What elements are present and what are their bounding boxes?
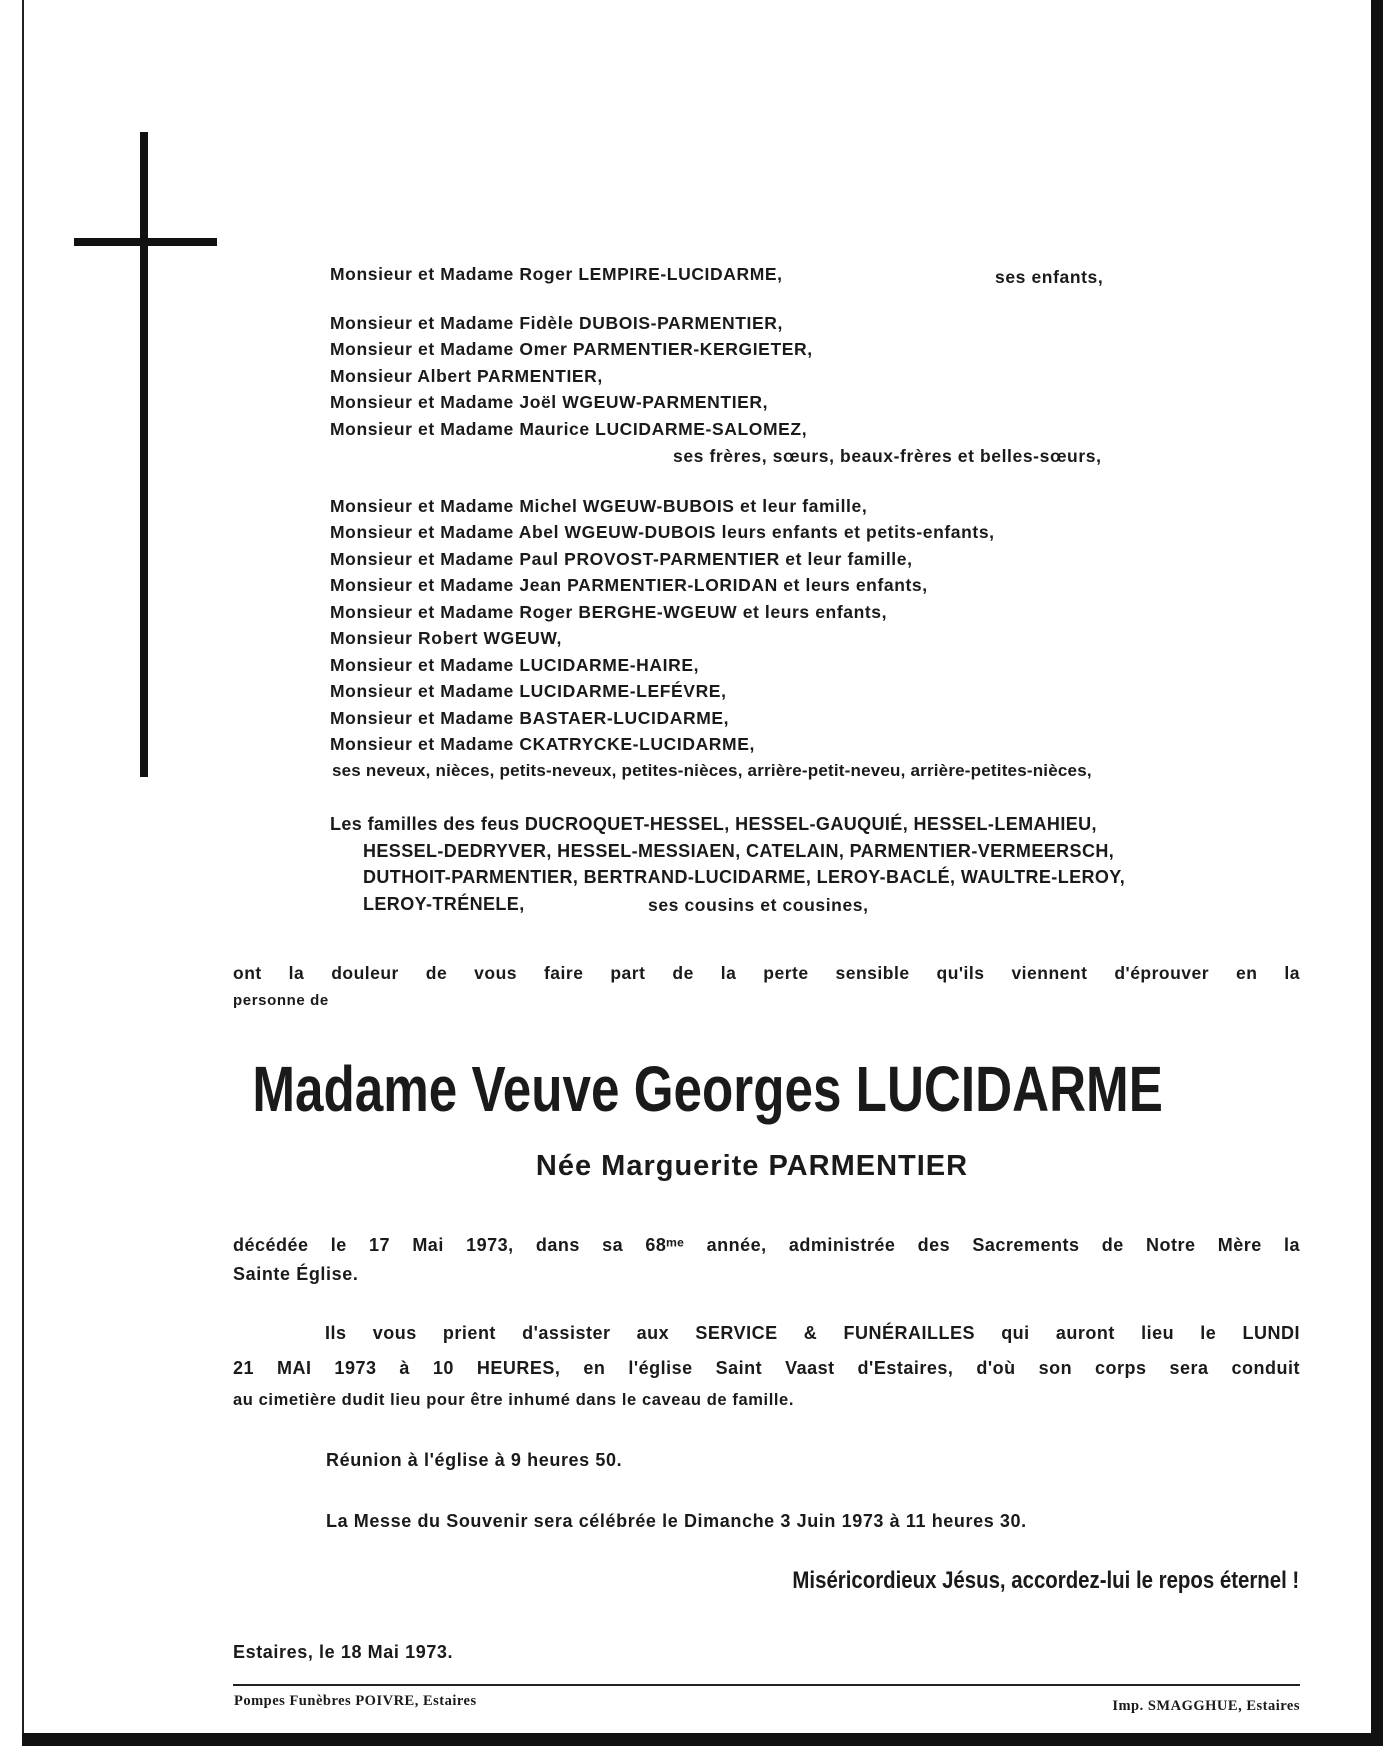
mass-line: La Messe du Souvenir sera célébrée le Dimanche 3 Juin 1973 à 11 heures 30.	[326, 1511, 1027, 1531]
sorrow-line: ont la douleur de vous faire part de la perte sensible qu'ils viennent d'éprouver en la	[233, 963, 1300, 983]
nephew-line: Monsieur et Madame Roger BERGHE-WGEUW et leurs enfants,	[330, 602, 888, 622]
prayer: Miséricordieux Jésus, accordez-lui le repos éternel !	[792, 1567, 1299, 1594]
footer-rule	[233, 1684, 1300, 1686]
cousin-line: LEROY-TRÉNELE,	[363, 894, 525, 914]
children-line: Monsieur et Madame Roger LEMPIRE-LUCIDARME,	[330, 264, 783, 284]
cousin-line: HESSEL-DEDRYVER, HESSEL-MESSIAEN, CATELAIN, PARMENTIER-VERMEERSCH,	[363, 841, 1115, 861]
deceased-name: Madame Veuve Georges LUCIDARME	[252, 1053, 1163, 1125]
nephew-line: Monsieur et Madame BASTAER-LUCIDARME,	[330, 708, 730, 728]
sibling-line: Monsieur et Madame Fidèle DUBOIS-PARMENTIER,	[330, 313, 783, 333]
siblings-relation: ses frères, sœurs, beaux-frères et belles-sœurs,	[673, 446, 1102, 466]
mourning-border-bottom	[22, 1733, 1383, 1746]
children-relation: ses enfants,	[995, 267, 1104, 287]
nephew-line: Monsieur et Madame Jean PARMENTIER-LORIDAN et leurs enfants,	[330, 575, 928, 595]
meeting-line: Réunion à l'église à 9 heures 50.	[326, 1450, 623, 1470]
nephew-line: Monsieur et Madame Michel WGEUW-BUBOIS et leur famille,	[330, 496, 868, 516]
cousin-line: DUTHOIT-PARMENTIER, BERTRAND-LUCIDARME, LEROY-BACLÉ, WAULTRE-LEROY,	[363, 867, 1126, 887]
place-date: Estaires, le 18 Mai 1973.	[233, 1642, 454, 1662]
death-line-end: Sainte Église.	[233, 1264, 359, 1284]
cross-icon-bar	[74, 238, 217, 246]
service-line-end: au cimetière dudit lieu pour être inhumé dans le caveau de famille.	[233, 1391, 795, 1409]
nephew-line: Monsieur et Madame LUCIDARME-HAIRE,	[330, 655, 700, 675]
nephew-line: Monsieur et Madame Abel WGEUW-DUBOIS leurs enfants et petits-enfants,	[330, 522, 995, 542]
cousin-line: Les familles des feus DUCROQUET-HESSEL, HESSEL-GAUQUIÉ, HESSEL-LEMAHIEU,	[330, 814, 1097, 834]
mourning-border-right	[1371, 0, 1383, 1746]
cross-icon	[140, 132, 148, 777]
frame-left-edge	[22, 0, 24, 1746]
sibling-line: Monsieur et Madame Joël WGEUW-PARMENTIER,	[330, 392, 769, 412]
printer-credit: Imp. SMAGGHUE, Estaires	[1112, 1698, 1300, 1714]
sibling-line: Monsieur et Madame Omer PARMENTIER-KERGIETER,	[330, 339, 813, 359]
sorrow-line-end: personne de	[233, 992, 329, 1009]
cousins-relation: ses cousins et cousines,	[648, 895, 869, 915]
nephew-line: Monsieur et Madame LUCIDARME-LEFÉVRE,	[330, 681, 727, 701]
service-line: 21 MAI 1973 à 10 HEURES, en l'église Saint Vaast d'Estaires, d'où son corps sera conduit	[233, 1358, 1300, 1378]
sibling-line: Monsieur Albert PARMENTIER,	[330, 366, 603, 386]
nephew-line: Monsieur et Madame CKATRYCKE-LUCIDARME,	[330, 734, 755, 754]
nephews-relation: ses neveux, nièces, petits-neveux, petites-nièces, arrière-petit-neveu, arrière-petites-nièces,	[332, 761, 1092, 780]
maiden-name: Née Marguerite PARMENTIER	[535, 1150, 969, 1182]
undertaker-credit: Pompes Funèbres POIVRE, Estaires	[234, 1693, 477, 1709]
service-line: Ils vous prient d'assister aux SERVICE & FUNÉRAILLES qui auront lieu le LUNDI	[325, 1323, 1300, 1343]
sibling-line: Monsieur et Madame Maurice LUCIDARME-SALOMEZ,	[330, 419, 808, 439]
nephew-line: Monsieur Robert WGEUW,	[330, 628, 562, 648]
nephew-line: Monsieur et Madame Paul PROVOST-PARMENTIER et leur famille,	[330, 549, 913, 569]
death-line: décédée le 17 Mai 1973, dans sa 68ᵐᵉ année, administrée des Sacrements de Notre Mère la	[233, 1235, 1300, 1255]
